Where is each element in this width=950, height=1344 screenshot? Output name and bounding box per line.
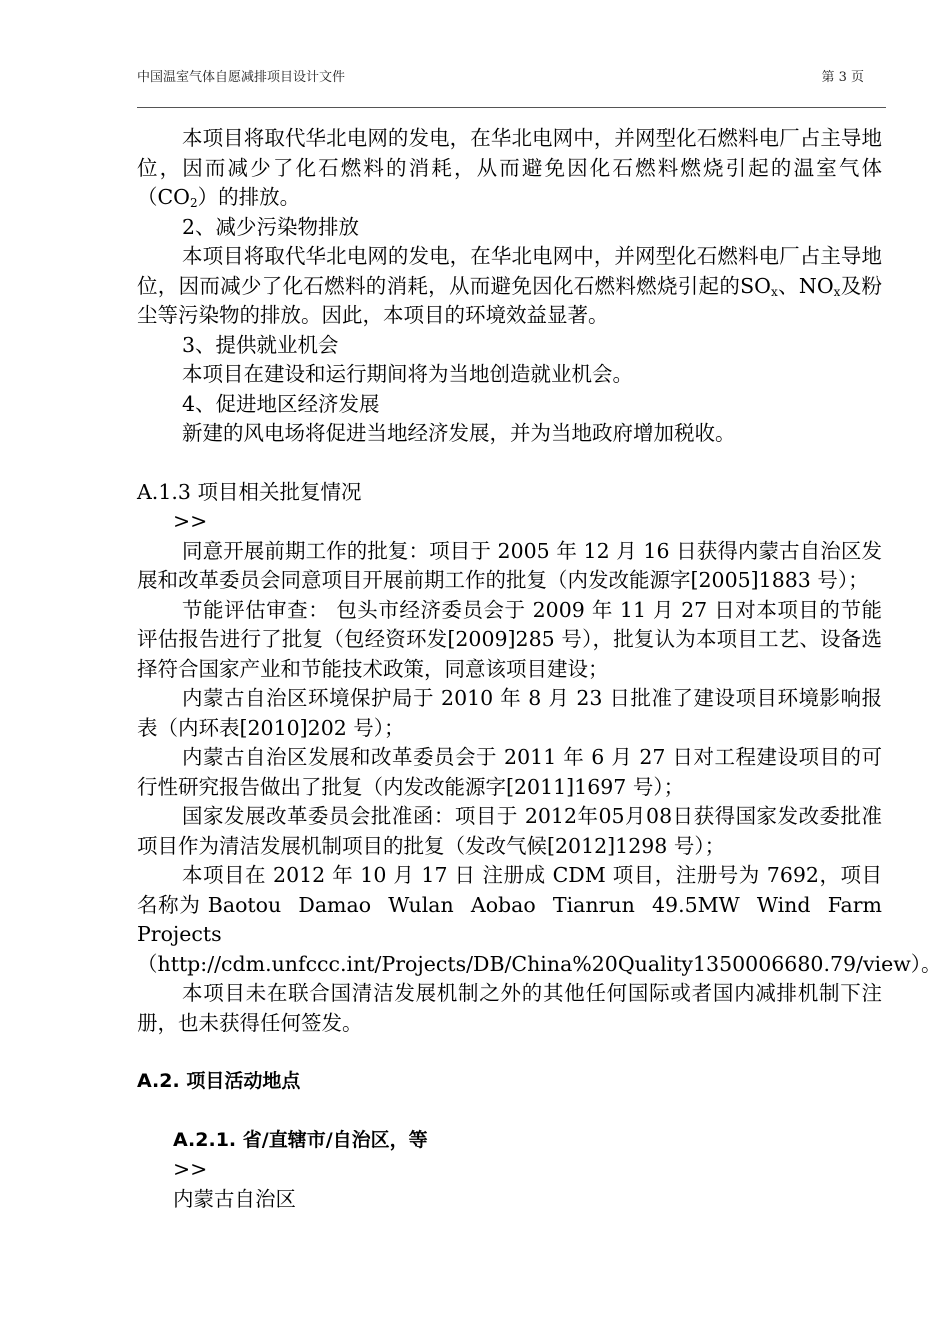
spacer — [137, 1038, 882, 1067]
page-header — [137, 66, 864, 85]
section-heading-a13: A.1.3 项目相关批复情况 — [137, 479, 362, 504]
approval-item: 内蒙古自治区环境保护局于 2010 年 8 月 23 日批准了建设项目环境影响报表（内环表[2010]202 号）； — [137, 686, 882, 740]
paragraph-economy: 新建的风电场将促进当地经济发展，并为当地政府增加税收。 — [182, 421, 736, 445]
item-reduce-pollutants: 2、减少污染物排放 — [182, 214, 360, 239]
paragraph-no-other-registration: 本项目未在联合国清洁发展机制之外的其他任何国际或者国内减排机制下注册，也未获得任何签发。 — [137, 981, 882, 1035]
approval-item: 内蒙古自治区发展和改革委员会于 2011 年 6 月 27 日对工程建设项目的可行性研究报告做出了批复（内发改能源字[2011]1697 号）； — [137, 745, 882, 799]
header-rule — [137, 107, 886, 108]
section-heading-a21: A.2.1. 省/直辖市/自治区，等 — [173, 1128, 428, 1151]
paragraph-ghg: 本项目将取代华北电网的发电，在华北电网中，并网型化石燃料电厂占主导地位，因而减少了化石燃料的消耗，从而避免因化石燃料燃烧引起的温室气体$(CO_2)$的排放。 — [137, 126, 882, 210]
section-heading-a2: A.2. 项目活动地点 — [137, 1070, 301, 1092]
cdm-project-name: Baotou Damao Wulan Aobao Tianrun 49.5MW Wind Farm Projects — [137, 892, 882, 946]
location-value: 内蒙古自治区 — [173, 1186, 296, 1211]
marker-a21: >> — [173, 1157, 208, 1181]
document-body — [137, 124, 942, 1214]
item-employment: 3、提供就业机会 — [182, 332, 339, 357]
paragraph-pollutants: 本项目将取代华北电网的发电，在华北电网中，并网型化石燃料电厂占主导地位，因而减少了化石燃料的消耗，从而避免因化石燃料燃烧引起的$SO_x$、$NO_x$及粉尘等污染物的排放。因此，本项目的环境效益显著。 — [137, 244, 883, 327]
page-number: 第 3 页 — [821, 70, 864, 85]
paragraph-employment: 本项目在建设和运行期间将为当地创造就业机会。 — [182, 362, 633, 386]
item-economy: 4、促进地区经济发展 — [182, 391, 380, 416]
approval-item: 同意开展前期工作的批复：项目于 2005 年 12 月 16 日获得内蒙古自治区发展和改革委员会同意项目开展前期工作的批复（内发改能源字[2005]1883 号）； — [137, 538, 882, 592]
spacer — [137, 449, 882, 478]
approval-item: 节能评估审查： 包头市经济委员会于 2009 年 11 月 27 日对本项目的节能评估报告进行了批复（包经资环发[2009]285 号），批复认为本项目工艺、设备选择符合国家产业和节能技术政策，同意该项目建设； — [137, 597, 882, 681]
spacer — [137, 1097, 882, 1126]
marker-a13: >> — [173, 509, 208, 533]
approval-item: 国家发展改革委员会批准函：项目于 2012年05月08日获得国家发改委批准项目作为清洁发展机制项目的批复（发改气候[2012]1298 号）； — [137, 804, 882, 858]
paragraph-cdm: 本项目在 2012 年 10 月 17 日 注册成 CDM 项目，注册号为 7692，项目名称为 Baotou Damao Wulan Aobao Tianrun 49.5MW Wind Farm Projects（http://cdm.unfccc.int/Projects/DB/China%20Quality1350006680.79/view）。 — [137, 863, 942, 976]
cdm-url: （http://cdm.unfccc.int/Projects/DB/China%20Quality1350006680.79/view）。 — [137, 951, 942, 976]
document-title: 中国温室气体自愿减排项目设计文件 — [137, 70, 346, 85]
